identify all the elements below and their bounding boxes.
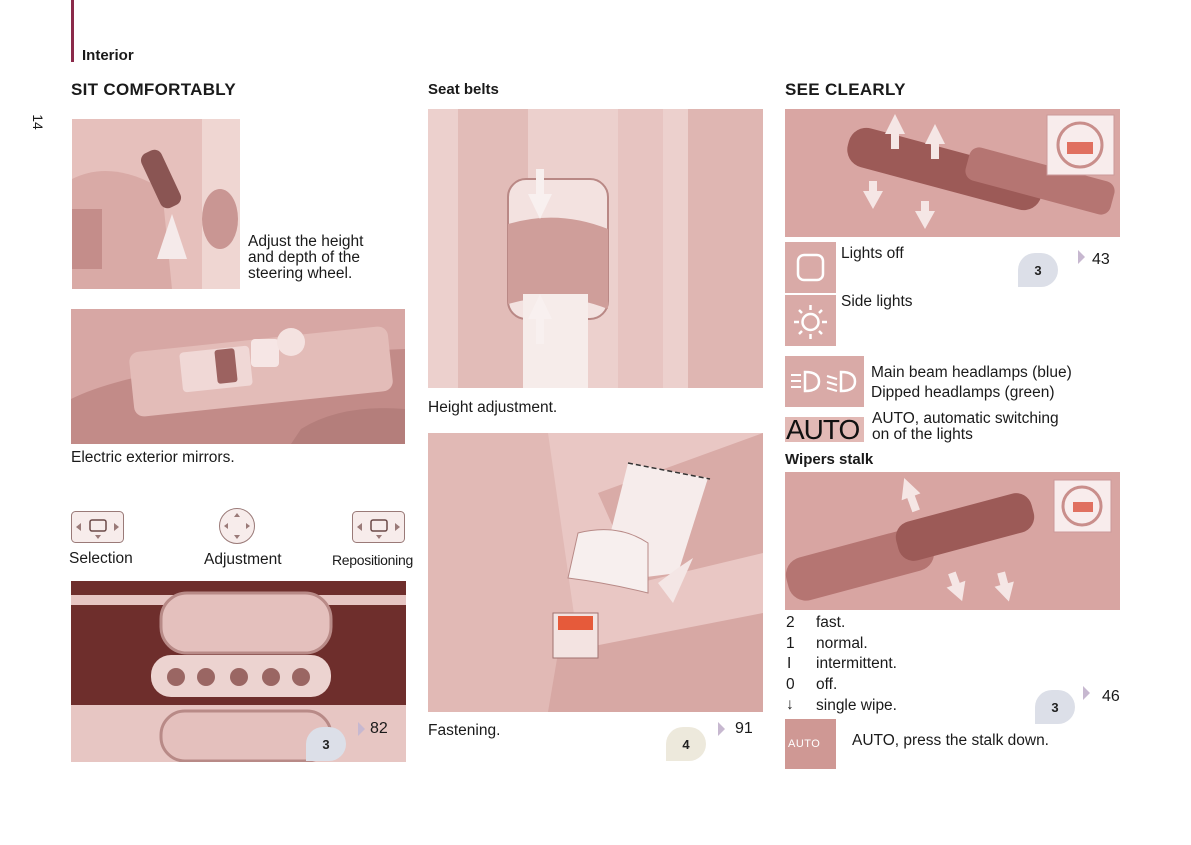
auto-icon <box>785 414 864 445</box>
page-ref-middle[interactable]: 91 <box>735 720 753 737</box>
auto-icon-text: AUTO <box>786 414 860 445</box>
wiper-mode-label-3: off. <box>816 676 838 693</box>
height-adjustment-caption: Height adjustment. <box>428 399 558 416</box>
auto-lights-label: AUTO, automatic switching on of the lights <box>872 410 1059 443</box>
repositioning-icon <box>352 511 405 543</box>
ref-arrow-lights-icon <box>1078 250 1085 264</box>
auto-wipe-icon-text: AUTO <box>788 738 821 750</box>
wiper-mode-key-4: ↓ <box>786 696 794 713</box>
wiper-mode-label-1: normal. <box>816 635 868 652</box>
wipers-stalk-title: Wipers stalk <box>785 451 874 468</box>
chapter-badge-left: 3 <box>306 727 346 761</box>
wiper-mode-key-2: I <box>787 655 792 672</box>
wiper-mode-label-2: intermittent. <box>816 655 897 672</box>
auto-wipe-icon <box>785 719 836 769</box>
page-ref-wipers[interactable]: 46 <box>1102 688 1120 705</box>
auto-wipe-label: AUTO, press the stalk down. <box>852 732 1049 749</box>
lights-off-label: Lights off <box>841 245 904 262</box>
wiper-stalk-image <box>785 472 1120 610</box>
fastening-caption: Fastening. <box>428 722 501 739</box>
chapter-badge-middle: 4 <box>666 727 706 761</box>
headlamps-label: Main beam headlamps (blue) Dipped headlamps (green) <box>871 364 1072 401</box>
page-ref-left[interactable]: 82 <box>370 720 388 737</box>
steering-column-image <box>72 119 240 289</box>
wiper-mode-key-0: 2 <box>786 614 795 631</box>
sit-comfortably-title: SIT COMFORTABLY <box>71 80 237 99</box>
wiper-mode-label-0: fast. <box>816 614 846 631</box>
lights-off-icon <box>785 242 836 293</box>
belt-height-image <box>428 109 763 388</box>
wiper-mode-key-1: 1 <box>786 635 795 652</box>
ref-arrow-middle-icon <box>718 722 725 736</box>
selection-icon <box>71 511 124 543</box>
adjustment-icon <box>218 507 256 545</box>
side-lights-icon <box>785 295 836 346</box>
page-number: 14 <box>29 114 46 130</box>
header-accent-bar <box>71 0 74 62</box>
belt-fastening-image <box>428 433 763 712</box>
headlamps-icon <box>785 356 864 407</box>
wiper-mode-label-4: single wipe. <box>816 697 897 714</box>
mode-repositioning-label: Repositioning <box>332 552 413 568</box>
interior-mirror-image <box>71 581 406 762</box>
mirror-caption: Electric exterior mirrors. <box>71 449 235 466</box>
section-title: Interior <box>82 47 134 64</box>
page-ref-lights[interactable]: 43 <box>1092 251 1110 268</box>
ref-arrow-wipers-icon <box>1083 686 1090 700</box>
lighting-stalk-image <box>785 109 1120 237</box>
seat-belts-title: Seat belts <box>428 81 499 98</box>
mode-selection-label: Selection <box>69 550 133 567</box>
wiper-mode-key-3: 0 <box>786 676 795 693</box>
chapter-badge-lights: 3 <box>1018 253 1058 287</box>
side-lights-label: Side lights <box>841 293 913 310</box>
see-clearly-title: SEE CLEARLY <box>785 80 906 99</box>
ref-arrow-left-icon <box>358 722 365 736</box>
steering-adjust-text: Adjust the height and depth of the steering wheel. <box>248 233 364 282</box>
chapter-badge-wipers: 3 <box>1035 690 1075 724</box>
mode-adjustment-label: Adjustment <box>204 551 282 568</box>
mirror-control-image <box>71 309 405 444</box>
